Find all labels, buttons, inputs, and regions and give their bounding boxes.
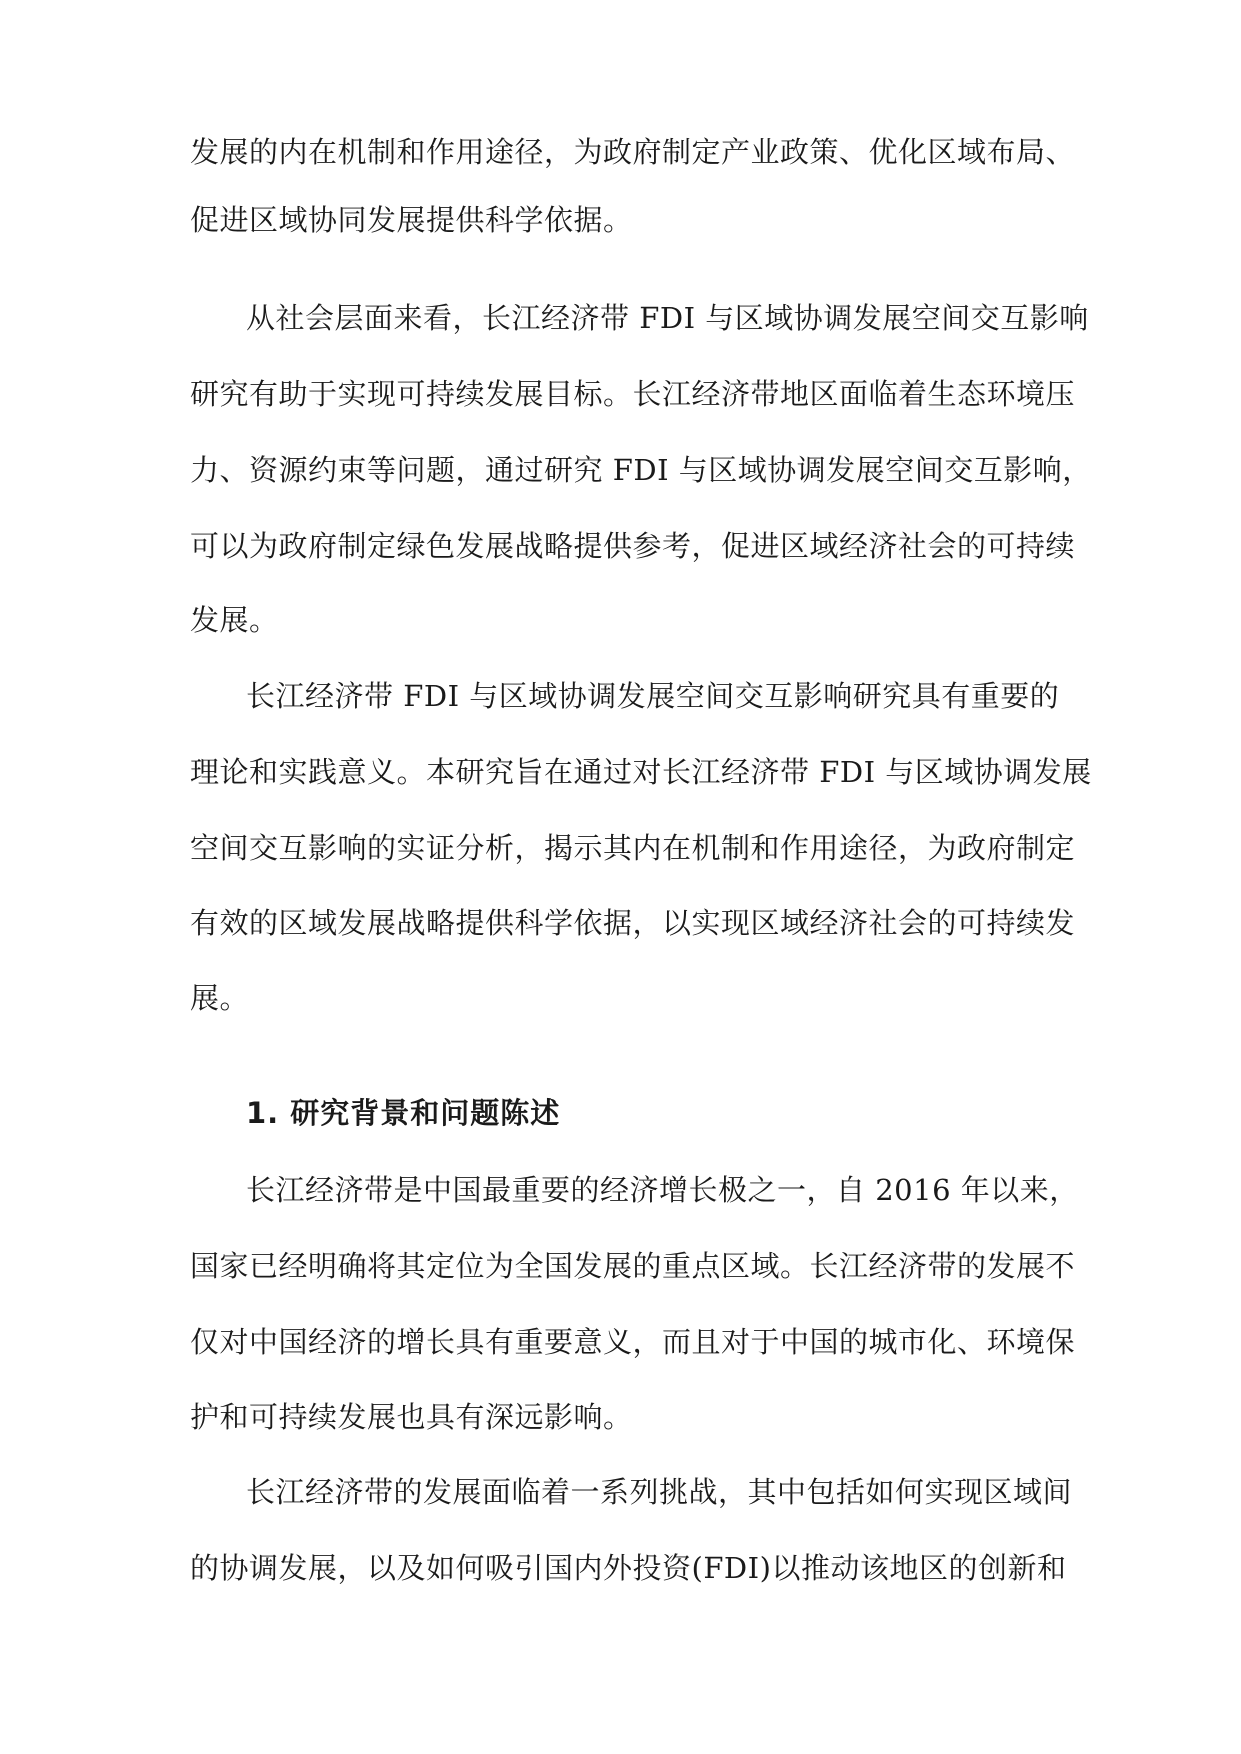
text-line: 有效的区域发展战略提供科学依据，以实现区域经济社会的可持续发 <box>190 906 1076 940</box>
text-line: 力、资源约束等问题，通过研究 FDI 与区域协调发展空间交互影响， <box>190 453 1092 487</box>
text-line: 的协调发展，以及如何吸引国内外投资(FDI)以推动该地区的创新和 <box>190 1551 1067 1585</box>
text-line: 可以为政府制定绿色发展战略提供参考，促进区域经济社会的可持续 <box>190 529 1076 563</box>
text-line: 发展的内在机制和作用途径，为政府制定产业政策、优化区域布局、 <box>190 135 1076 169</box>
text-line: 理论和实践意义。本研究旨在通过对长江经济带 FDI 与区域协调发展 <box>190 755 1092 789</box>
text-line: 仅对中国经济的增长具有重要意义，而且对于中国的城市化、环境保 <box>190 1325 1076 1359</box>
text-line: 发展。 <box>190 603 279 637</box>
text-line: 展。 <box>190 981 250 1015</box>
text-line: 护和可持续发展也具有深远影响。 <box>190 1400 633 1434</box>
paragraph-first-line: 长江经济带的发展面临着一系列挑战，其中包括如何实现区域间 <box>246 1475 1073 1509</box>
paragraph-first-line: 从社会层面来看，长江经济带 FDI 与区域协调发展空间交互影响 <box>246 301 1089 335</box>
text-line: 国家已经明确将其定位为全国发展的重点区域。长江经济带的发展不 <box>190 1249 1076 1283</box>
text-line: 促进区域协同发展提供科学依据。 <box>190 203 633 237</box>
paragraph-first-line: 长江经济带是中国最重要的经济增长极之一，自 2016 年以来， <box>246 1173 1079 1207</box>
text-line: 空间交互影响的实证分析，揭示其内在机制和作用途径，为政府制定 <box>190 831 1076 865</box>
text-line: 研究有助于实现可持续发展目标。长江经济带地区面临着生态环境压 <box>190 377 1076 411</box>
section-heading: 1. 研究背景和问题陈述 <box>246 1096 561 1130</box>
paragraph-first-line: 长江经济带 FDI 与区域协调发展空间交互影响研究具有重要的 <box>246 679 1060 713</box>
